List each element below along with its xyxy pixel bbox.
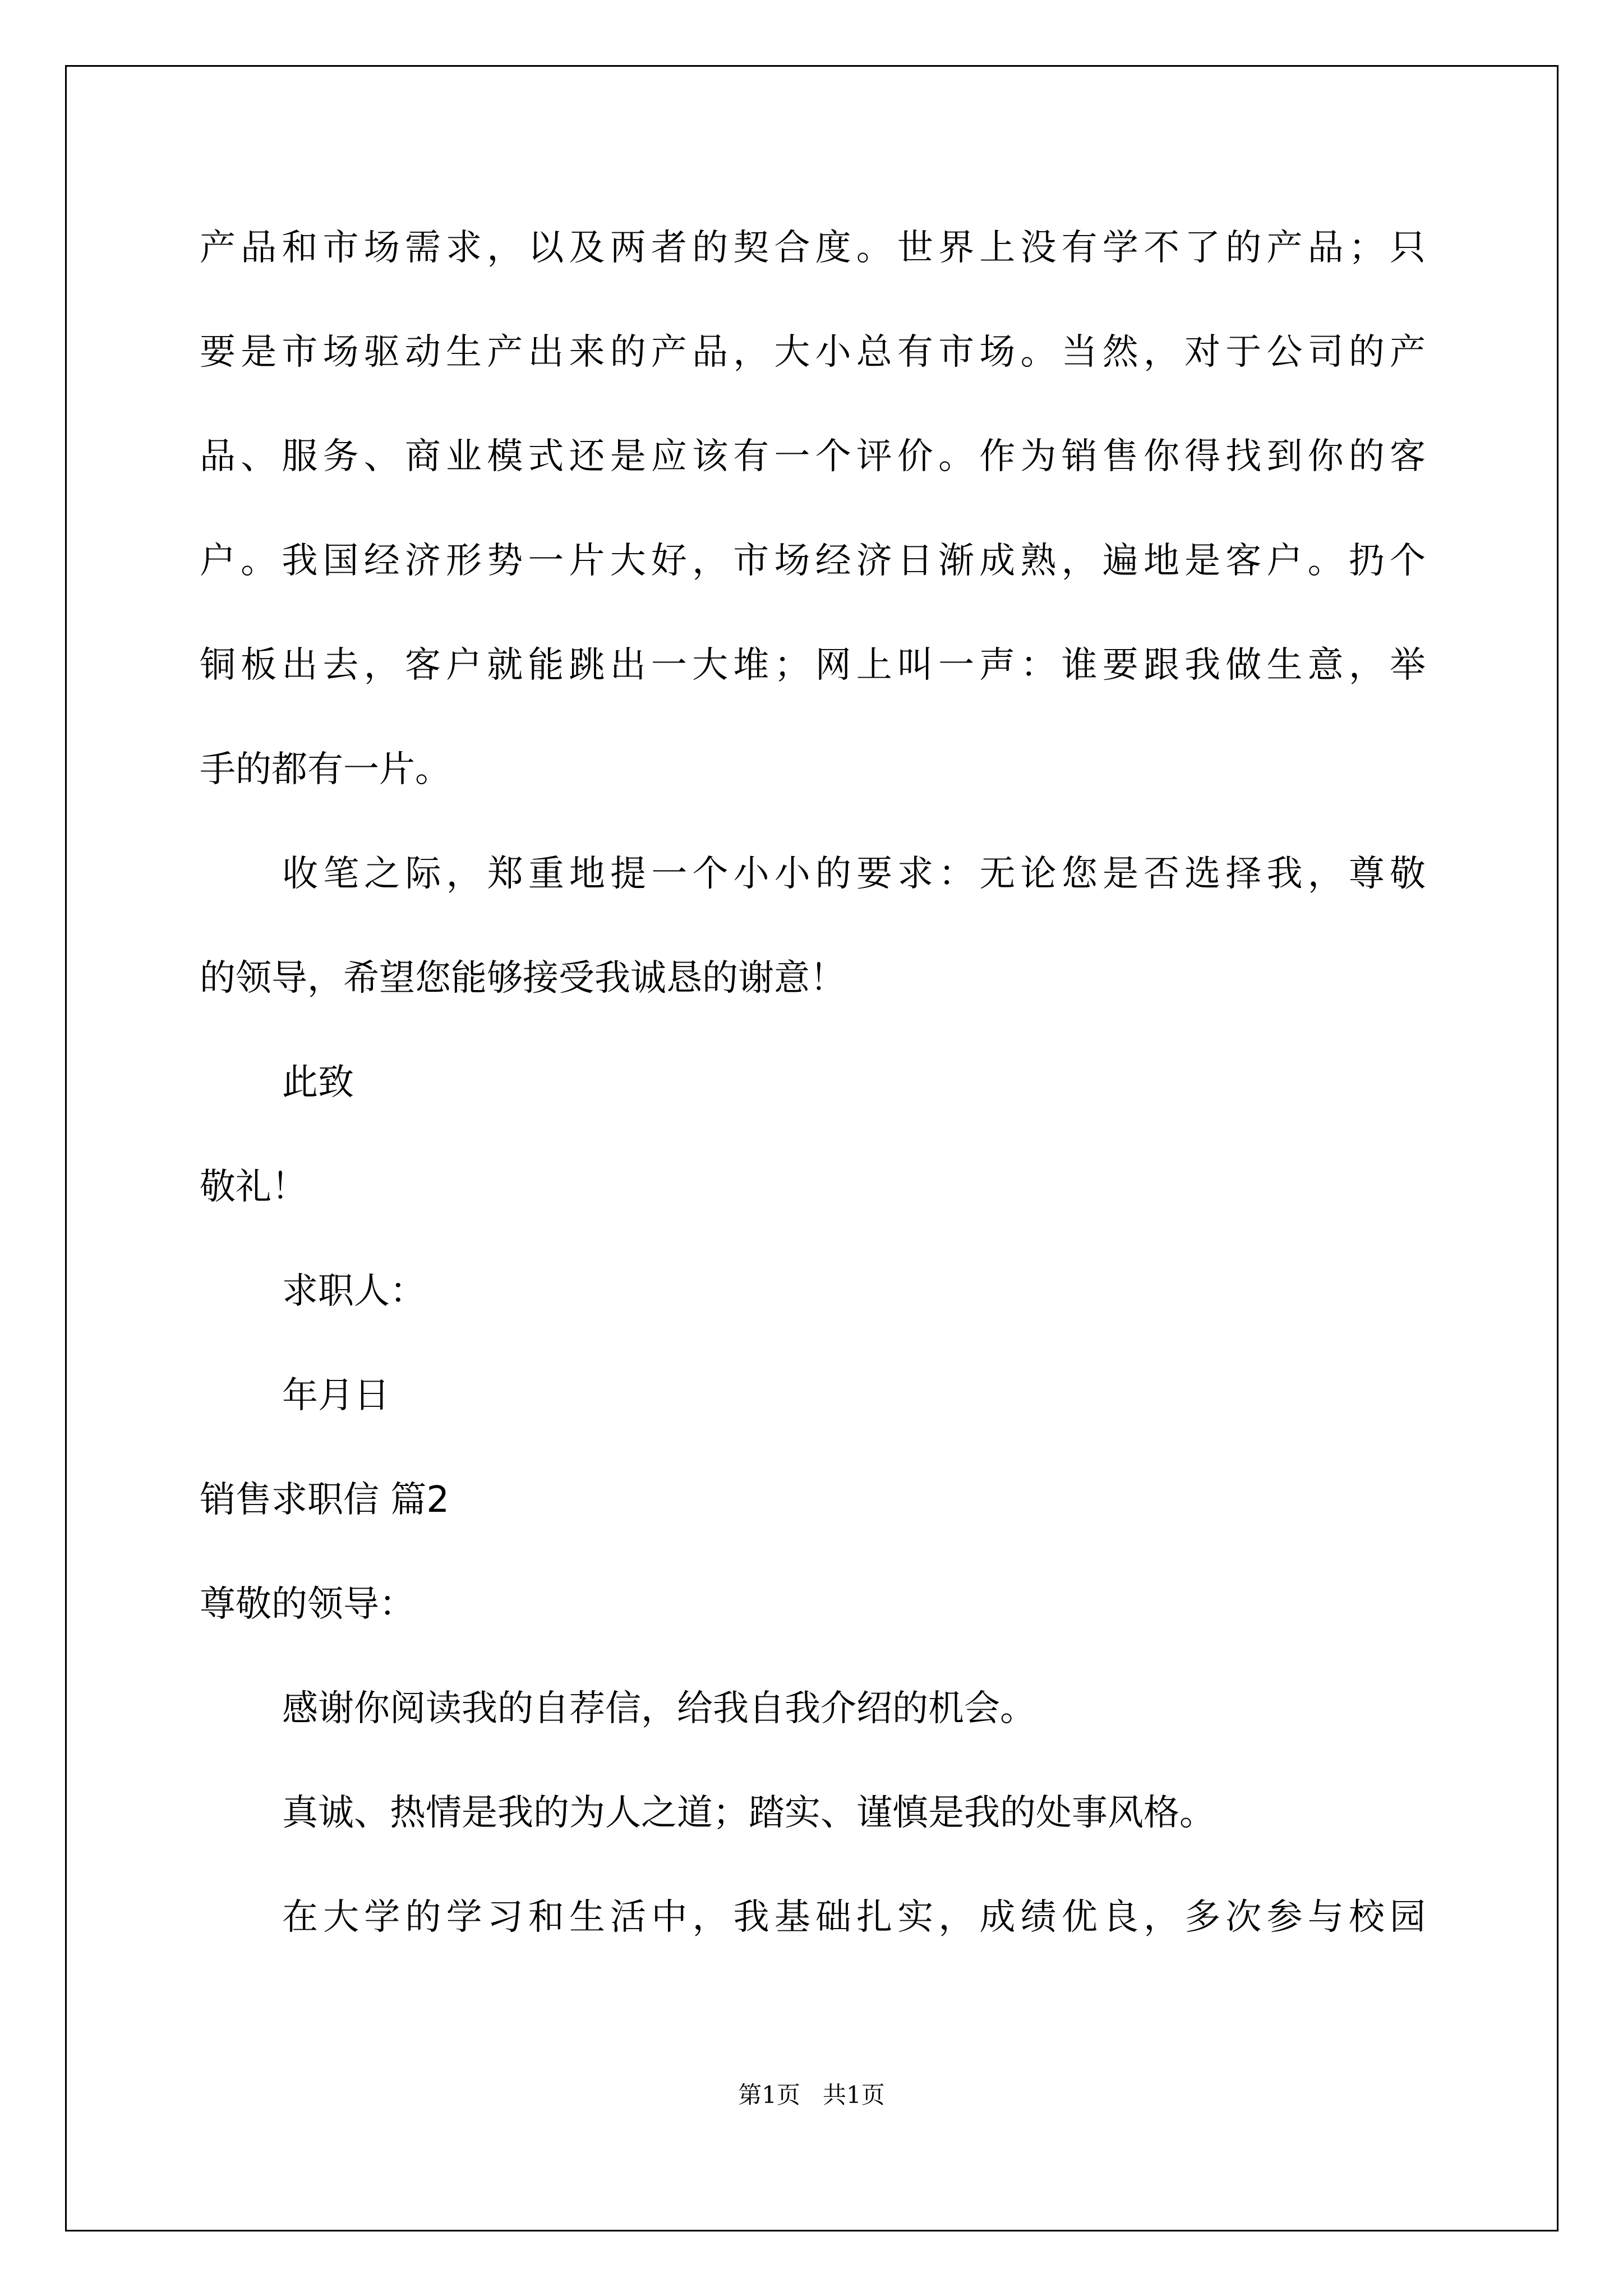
body-text-line: 真诚、热情是我的为人之道；踏实、谨慎是我的处事风格。: [282, 1792, 1215, 1834]
closing-salutation: 此致: [282, 1062, 354, 1103]
body-text-line: 产品和市场需求，以及两者的契合度。世界上没有学不了的产品；只: [200, 227, 1426, 269]
body-text-line: 手的都有一片。: [200, 749, 451, 790]
body-text-line: 收笔之际，郑重地提一个小小的要求：无论您是否选择我，尊敬: [282, 853, 1426, 895]
body-text-line: 户。我国经济形势一片大好，市场经济日渐成熟，遍地是客户。扔个: [200, 540, 1426, 582]
body-text-line: 铜板出去，客户就能跳出一大堆；网上叫一声：谁要跟我做生意，举: [200, 645, 1426, 686]
section-heading: 销售求职信 篇2: [200, 1479, 450, 1521]
page-number-footer: 第1页 共1页: [738, 2081, 885, 2109]
closing-regards: 敬礼！: [200, 1166, 307, 1208]
body-text-line: 品、服务、商业模式还是应该有一个评价。作为销售你得找到你的客: [200, 436, 1426, 477]
applicant-label: 求职人：: [282, 1271, 426, 1312]
body-text-line: 的领导，希望您能够接受我诚恳的谢意！: [200, 958, 846, 999]
date-label: 年月日: [282, 1375, 390, 1416]
body-text-line: 要是市场驱动生产出来的产品，大小总有市场。当然，对于公司的产: [200, 332, 1426, 373]
body-text-line: 在大学的学习和生活中，我基础扎实，成绩优良，多次参与校园: [282, 1897, 1426, 1938]
greeting: 尊敬的领导：: [200, 1584, 415, 1625]
body-text-line: 感谢你阅读我的自荐信，给我自我介绍的机会。: [282, 1688, 1036, 1729]
